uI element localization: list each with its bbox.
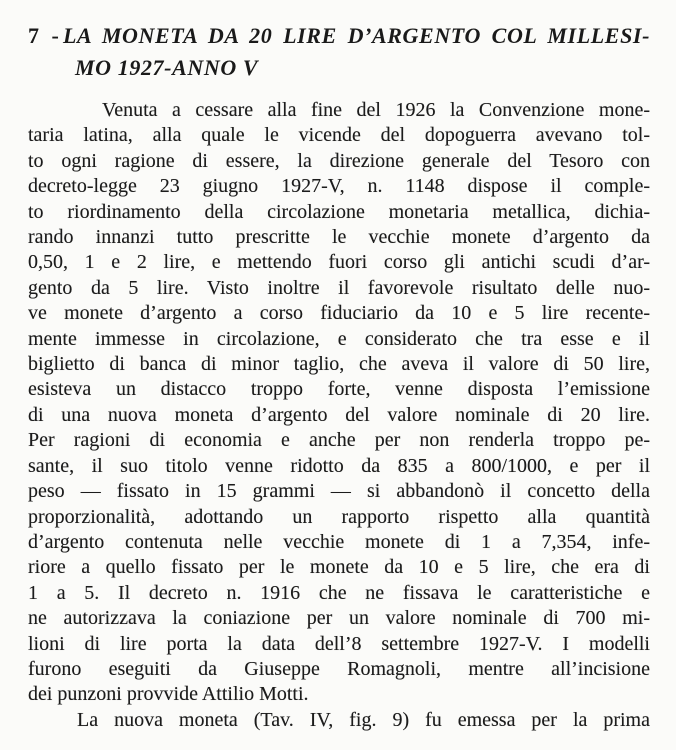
text-line: to ogni ragione di essere, la direzione generale del Tesoro con [28,149,650,172]
heading-separator: - [51,23,60,48]
text-line: Per ragioni di economia e anche per non renderla troppo pe- [28,429,650,452]
text-line: gento da 5 lire. Visto inoltre il favorevole risultato delle nuo- [28,276,650,299]
text-line: riore a quello fissato per le monete da 10 e 5 lire, che era di [28,556,650,579]
text-line: ne autorizzava la coniazione per un valore nominale di 700 mi- [28,607,650,630]
text-line: 1 a 5. Il decreto n. 1916 che ne fissava le caratteristiche e [28,581,650,604]
text-line: biglietto di banca di minor taglio, che aveva il valore di 50 lire, [28,353,650,376]
text-line: furono eseguiti da Giuseppe Romagnoli, mentre all’incisione [28,657,650,680]
text-line: dei punzoni provvide Attilio Motti. [28,683,309,706]
text-line: proporzionalità, adottando un rapporto rispetto alla quantità [28,505,650,528]
heading-number: 7 [28,23,40,48]
text-line: taria latina, alla quale le vicende del dopoguerra avevano tol- [28,124,650,147]
text-line: esisteva un distacco troppo forte, venne disposta l’emissione [28,378,650,401]
section-heading [28,20,650,84]
text-line: 0,50, 1 e 2 lire, e mettendo fuori corso gli antichi scudi d’ar- [28,251,650,274]
text-line: to riordinamento della circolazione monetaria metallica, dichia- [28,200,650,223]
text-line: Venuta a cessare alla fine del 1926 la Convenzione mone- [102,99,650,121]
text-line: ve monete d’argento a corso fiduciario da 10 e 5 lire recente- [28,302,650,325]
text-line: di una nuova moneta d’argento del valore nominale di 20 lire. [28,403,650,426]
text-line: rando innanzi tutto prescritte le vecchie monete d’argento da [28,226,650,249]
text-line: decreto-legge 23 giugno 1927-V, n. 1148 dispose il comple- [28,175,650,198]
heading-title-line: LA MONETA DA 20 LIRE D’ARGENTO COL MILLESI- [63,23,650,48]
paragraph [28,708,650,733]
text-line: sante, il suo titolo venne ridotto da 835 a 800/1000, e per il [28,454,650,477]
text-line: La nuova moneta (Tav. IV, fig. 9) fu emessa per la prima [77,708,650,731]
text-line: mente immesse in circolazione, e considerato che tra esse e il [28,327,650,350]
text-line: lioni di lire porta la data dell’8 settembre 1927-V. I modelli [28,632,650,655]
paragraph [28,98,650,708]
heading-title [63,20,650,84]
text-line: d’argento contenuta nelle vecchie monete di 1 a 7,354, infe- [28,530,650,553]
text-line: peso — fissato in 15 grammi — si abbandonò il concetto della [28,480,650,503]
body-text [28,98,650,733]
heading-title-line: MO 1927-ANNO V [75,55,259,80]
